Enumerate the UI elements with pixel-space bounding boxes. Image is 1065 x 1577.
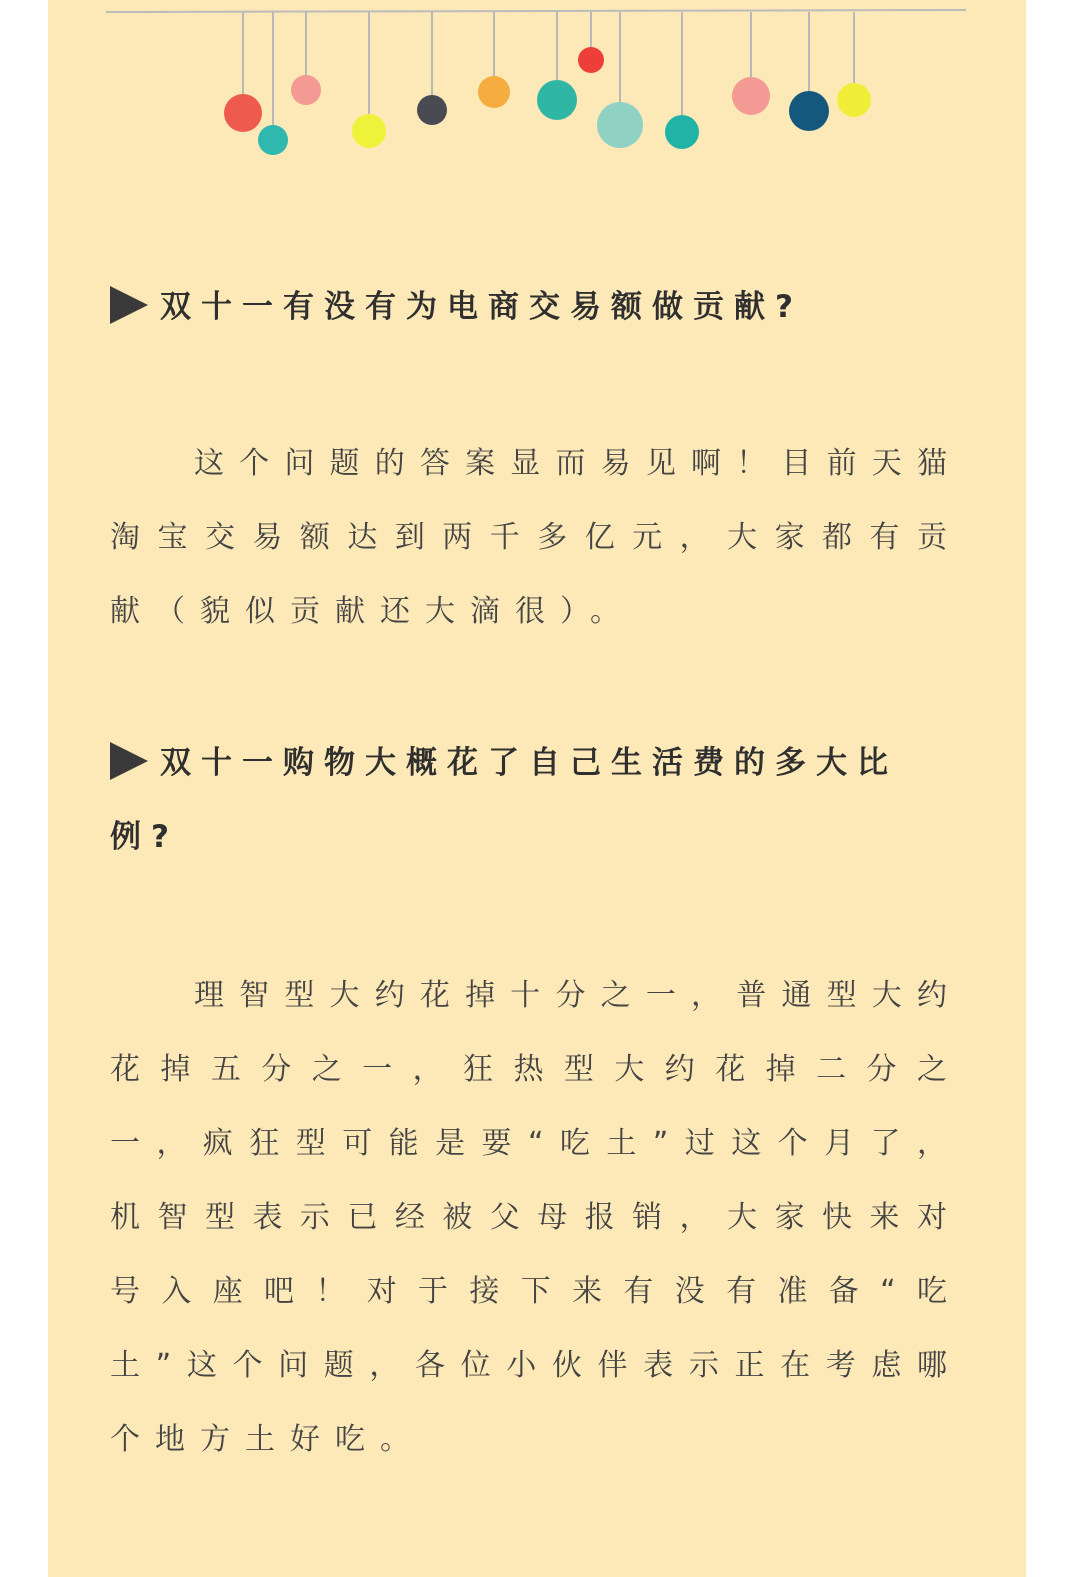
hanging-ball-icon [258, 125, 288, 155]
hanging-ball-icon [352, 114, 386, 148]
hanging-ball-icon [597, 102, 643, 148]
section-heading-1-text: 双十一有没有为电商交易额做贡献? [160, 289, 803, 325]
hanging-ball-icon [291, 75, 321, 105]
hanging-ball-icon [665, 115, 699, 149]
section-heading-2 [110, 726, 962, 874]
hanging-ball-icon [224, 94, 262, 132]
hanging-ball-icon [837, 83, 871, 117]
hanging-balls-banner [48, 0, 1026, 170]
hanging-ball-icon [578, 47, 604, 73]
article-page [48, 0, 1026, 1577]
banner-string-line [106, 10, 966, 12]
hanging-ball-icon [537, 80, 577, 120]
hanging-ball-icon [478, 76, 510, 108]
triangle-bullet-icon [110, 286, 148, 324]
hanging-ball-icon [789, 91, 829, 131]
section-paragraph-1: 这个问题的答案显而易见啊！目前天猫淘宝交易额达到两千多亿元，大家都有贡献（貌似贡献还大滴很）。 [110, 446, 962, 629]
hanging-ball-icon [732, 77, 770, 115]
section-heading-1 [110, 270, 962, 344]
section-heading-2-text: 双十一购物大概花了自己生活费的多大比例? [110, 745, 898, 855]
section-paragraph-2: 理智型大约花掉十分之一，普通型大约花掉五分之一，狂热型大约花掉二分之一，疯狂型可能是要“吃土”过这个月了，机智型表示已经被父母报销，大家快来对号入座吧！对于接下来有没有准备“吃土”这个问题，各位小伙伴表示正在考虑哪个地方土好吃。 [110, 978, 962, 1457]
hanging-ball-icon [417, 95, 447, 125]
triangle-bullet-icon [110, 742, 148, 780]
